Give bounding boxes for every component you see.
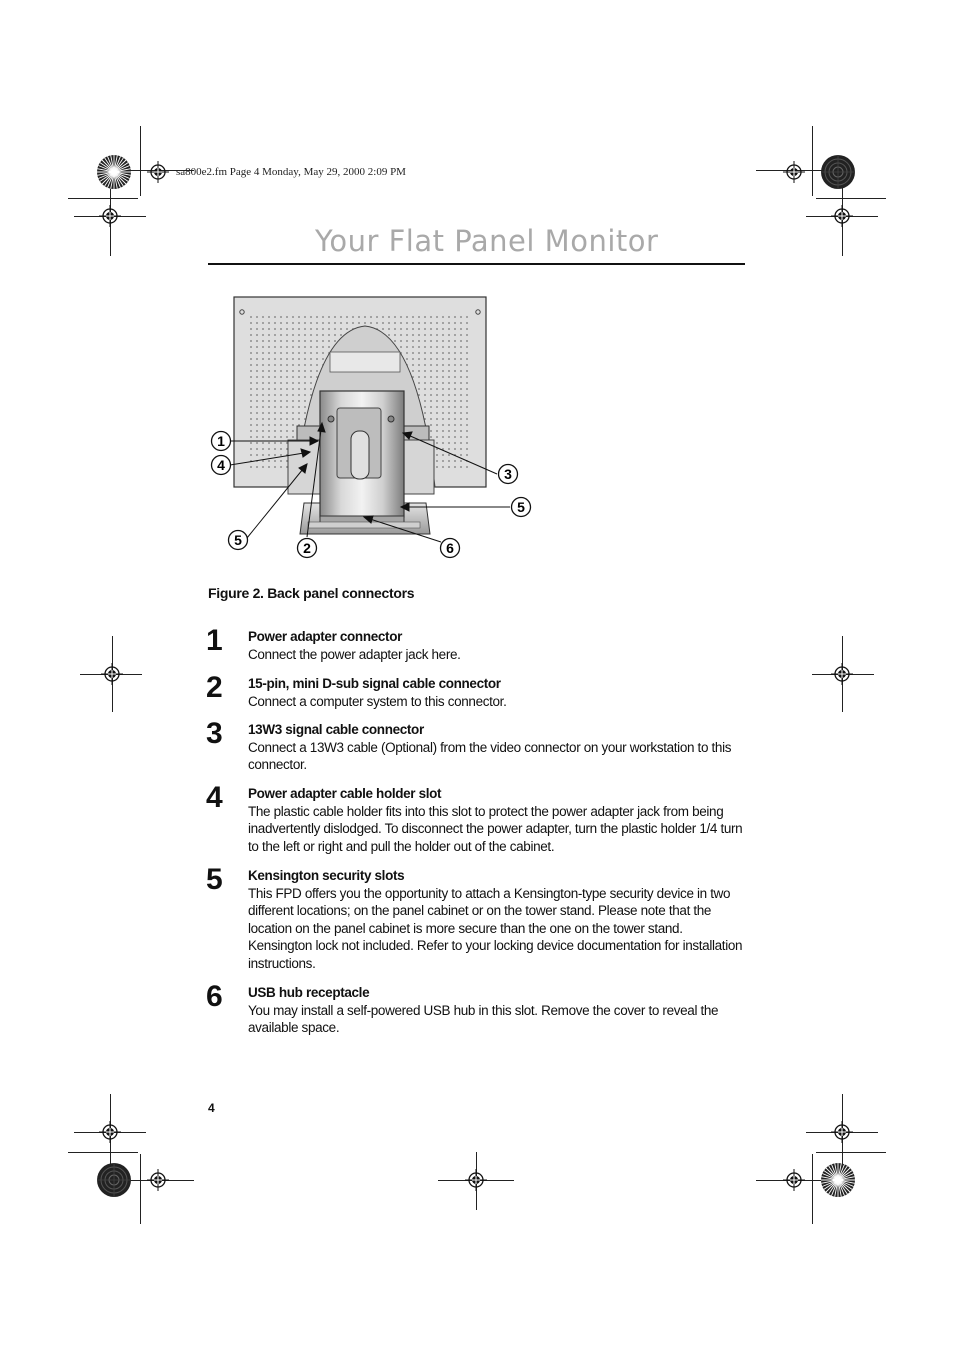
- item-number: 5: [206, 863, 222, 896]
- item-number: 3: [206, 717, 222, 750]
- callout-1-label: 1: [217, 433, 225, 449]
- item-description: The plastic cable holder fits into this slot to protect the power adapter jack from being inadvertently dislodged. To disconnect the power adapter, turn the plastic holder 1/4 turn to the left or right and pull the holder out of the cabinet.: [248, 803, 743, 854]
- item-title: Power adapter cable holder slot: [248, 786, 442, 801]
- item-number: 4: [206, 781, 222, 814]
- back-panel-figure: [200, 290, 550, 565]
- item-description: Connect a 13W3 cable (Optional) from the video connector on your workstation to this connector.: [248, 739, 732, 773]
- page-number: 4: [208, 1101, 215, 1115]
- item-number: 6: [206, 980, 222, 1013]
- item-description: Connect the power adapter jack here.: [248, 646, 461, 662]
- callout-6: [441, 539, 460, 558]
- item-description: You may install a self-powered USB hub in this slot. Remove the cover to reveal the available space.: [248, 1002, 719, 1036]
- item-title: 15-pin, mini D-sub signal cable connector: [248, 676, 501, 691]
- callout-5-stand-label: 5: [517, 499, 525, 515]
- item-title: USB hub receptacle: [248, 985, 370, 1000]
- callout-4: [212, 456, 231, 475]
- callout-2-label: 2: [303, 540, 311, 556]
- callout-1: [212, 432, 231, 451]
- callout-5-stand: [512, 498, 531, 517]
- callout-5-panel-label: 5: [234, 532, 242, 548]
- item-title: Kensington security slots: [248, 868, 405, 883]
- callout-6-label: 6: [446, 540, 454, 556]
- slug-line: sa800e2.fm Page 4 Monday, May 29, 2000 2:09 PM: [176, 166, 406, 178]
- title-rule: [208, 263, 745, 265]
- figure-caption: Figure 2. Back panel connectors: [208, 585, 415, 601]
- callout-3-label: 3: [504, 466, 512, 482]
- page-title: Your Flat Panel Monitor: [315, 224, 659, 258]
- monitor-illustration: [234, 297, 486, 534]
- item-title: Power adapter connector: [248, 629, 402, 644]
- item-title: 13W3 signal cable connector: [248, 722, 424, 737]
- callout-5-panel: [229, 531, 248, 550]
- item-description: Connect a computer system to this connector.: [248, 693, 507, 709]
- item-number: 2: [206, 671, 222, 704]
- callout-4-label: 4: [217, 457, 225, 473]
- callout-3: [499, 465, 518, 484]
- item-description: This FPD offers you the opportunity to attach a Kensington-type security device in two different locations; on the panel cabinet or on the tower stand. Please note that the location on the panel cabinet is more secure than the one on the tower stand. Kensington lock not included. Refer to your locking device documentation for installation instructions.: [248, 885, 743, 971]
- callout-2: [298, 539, 317, 558]
- item-number: 1: [206, 624, 222, 657]
